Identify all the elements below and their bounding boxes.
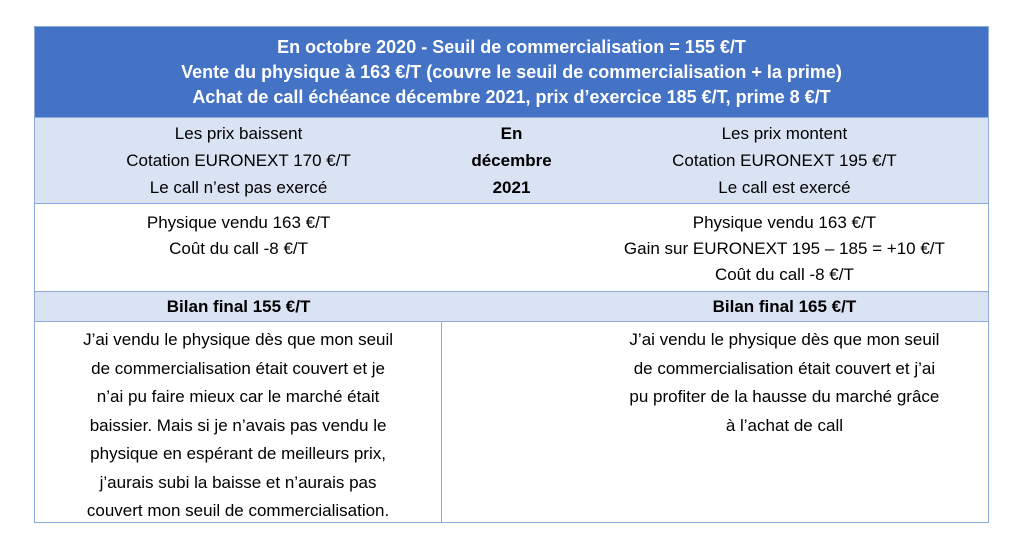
comment-left-line: n’ai pu faire mieux car le marché était	[96, 387, 380, 406]
scenario-left-line: Cotation EURONEXT 170 €/T	[126, 151, 351, 170]
scenario-date-line: décembre	[471, 151, 552, 170]
table-header	[35, 27, 988, 118]
comment-left-line: J’ai vendu le physique dès que mon seuil	[83, 330, 394, 349]
bilan-middle	[442, 292, 581, 321]
details-right-line: Gain sur EURONEXT 195 – 185 = +10 €/T	[623, 239, 945, 258]
details-row	[35, 204, 988, 292]
scenario-right-line: Les prix montent	[721, 124, 848, 143]
comment-left-line: j’aurais subi la baisse et n’aurais pas	[99, 472, 377, 492]
scenario-right-line: Cotation EURONEXT 195 €/T	[672, 151, 897, 170]
comment-left-line: physique en espérant de meilleurs prix,	[90, 444, 386, 463]
scenario-right-line: Le call est exercé	[718, 178, 851, 197]
comment-left-line: de commercialisation était couvert et je	[91, 358, 385, 378]
details-middle	[442, 204, 581, 291]
scenario-date	[442, 118, 581, 203]
header-line-3: Achat de call échéance décembre 2021, prix d’exercice 185 €/T, prime 8 €/T	[192, 86, 831, 107]
scenario-prices-down	[35, 118, 442, 203]
details-right-line: Coût du call -8 €/T	[714, 265, 854, 284]
details-left-line: Coût du call -8 €/T	[169, 239, 309, 258]
scenario-left-line: Le call n’est pas exercé	[149, 178, 328, 197]
bilan-right: Bilan final 165 €/T	[712, 296, 857, 316]
scenario-date-line: 2021	[492, 178, 531, 197]
header-line-2: Vente du physique à 163 €/T (couvre le seuil de commercialisation + la prime)	[181, 61, 842, 82]
comment-right	[581, 322, 988, 522]
comment-right-line: à l’achat de call	[725, 415, 843, 435]
comparison-table	[34, 26, 989, 523]
scenario-date-line: En	[500, 124, 523, 143]
comment-right-line: de commercialisation était couvert et j’ai	[633, 358, 936, 378]
scenario-left-line: Les prix baissent	[174, 124, 303, 143]
header-line-1: En octobre 2020 - Seuil de commercialisation = 155 €/T	[277, 36, 746, 57]
details-right	[581, 204, 988, 291]
details-left	[35, 204, 442, 291]
comment-right-line: J’ai vendu le physique dès que mon seuil	[629, 330, 940, 349]
comment-left-line: couvert mon seuil de commercialisation.	[86, 501, 390, 520]
comment-row	[35, 322, 988, 522]
comment-middle	[442, 322, 581, 522]
bilan-left: Bilan final 155 €/T	[166, 296, 311, 316]
comment-right-line: pu profiter de la hausse du marché grâce	[629, 387, 940, 406]
scenario-row	[35, 118, 988, 204]
details-right-line: Physique vendu 163 €/T	[692, 213, 877, 232]
details-left-line: Physique vendu 163 €/T	[146, 213, 331, 232]
comment-left	[35, 322, 442, 522]
comment-left-line: baissier. Mais si je n’avais pas vendu le	[89, 415, 387, 435]
scenario-prices-up	[581, 118, 988, 203]
bilan-row	[35, 292, 988, 322]
